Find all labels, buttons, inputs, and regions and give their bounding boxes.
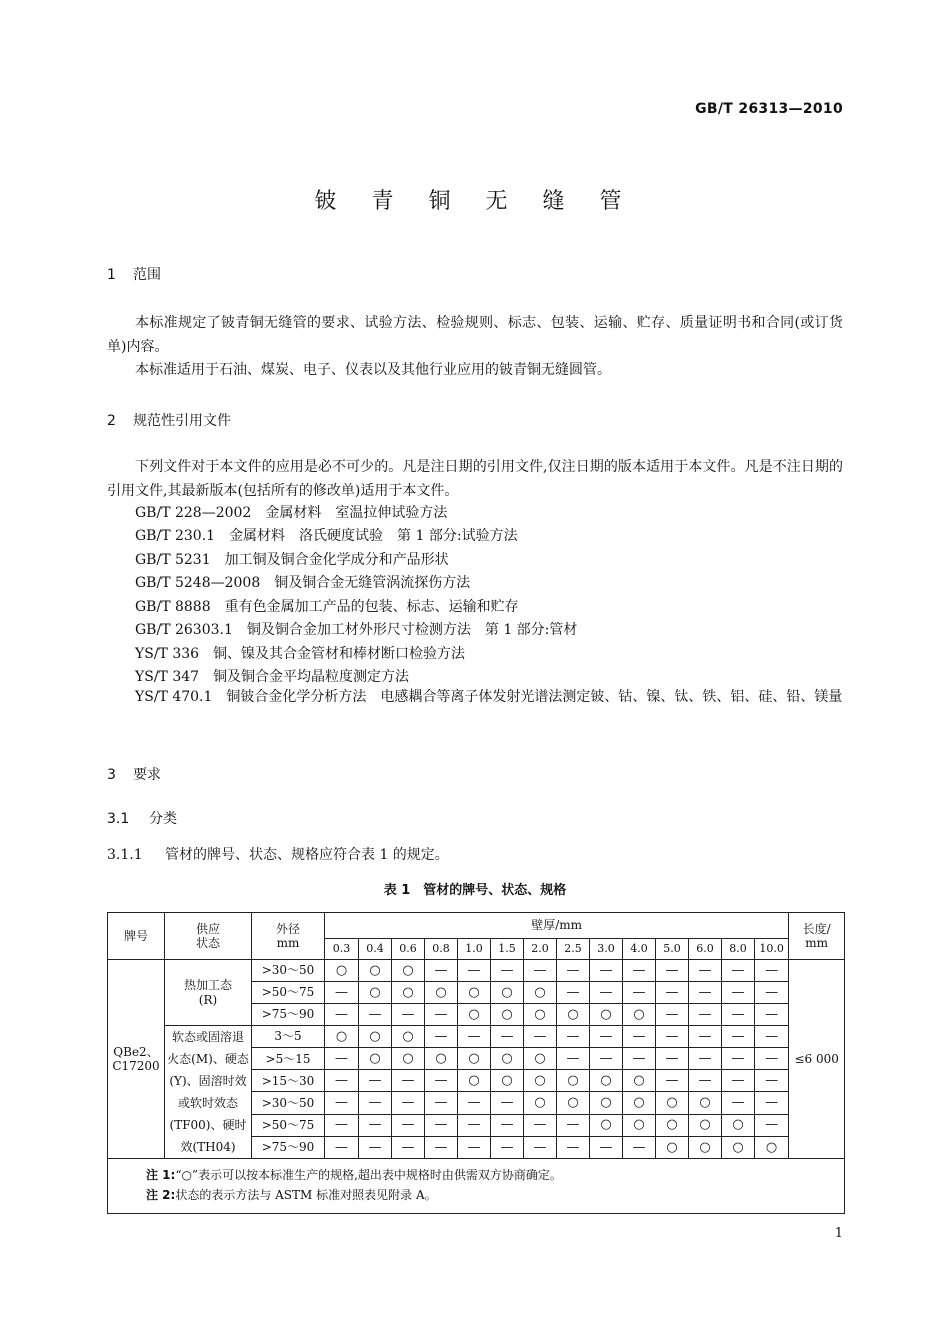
availability-cell: — <box>755 1026 789 1048</box>
availability-cell: — <box>590 960 623 982</box>
note-2 <box>146 1185 836 1205</box>
availability-cell: ○ <box>392 1048 425 1070</box>
reference-code: YS/T 336 <box>135 646 200 662</box>
availability-cell: — <box>722 960 755 982</box>
wall-thickness-col: 1.0 <box>458 939 491 960</box>
wall-thickness-col: 5.0 <box>656 939 689 960</box>
availability-cell: ○ <box>458 982 491 1004</box>
wall-thickness-col: 1.5 <box>491 939 524 960</box>
availability-cell: ○ <box>689 1114 722 1136</box>
scope-paragraph-1: 本标准规定了铍青铜无缝管的要求、试验方法、检验规则、标志、包装、运输、贮存、质量证明书和合同(或订货单)内容。 <box>107 315 843 355</box>
availability-cell: ○ <box>755 1136 789 1158</box>
table-row <box>108 960 845 982</box>
availability-cell: — <box>557 1026 590 1048</box>
availability-cell: ○ <box>656 1114 689 1136</box>
availability-cell: — <box>392 1070 425 1092</box>
section-3-1-1 <box>107 844 449 864</box>
availability-cell: — <box>325 982 359 1004</box>
availability-cell: — <box>491 1136 524 1158</box>
reference-item <box>135 619 577 639</box>
availability-cell: — <box>689 982 722 1004</box>
availability-cell: ○ <box>392 1026 425 1048</box>
header-length: 长度/ mm <box>789 913 845 960</box>
section-3-heading <box>107 764 161 784</box>
availability-cell: — <box>458 960 491 982</box>
availability-cell: — <box>590 1048 623 1070</box>
outer-diameter-cell: >15～30 <box>252 1070 325 1092</box>
availability-cell: — <box>623 1136 656 1158</box>
availability-cell: ○ <box>623 1004 656 1026</box>
reference-code: GB/T 5248—2008 <box>135 575 261 591</box>
availability-cell: — <box>755 960 789 982</box>
availability-cell: — <box>458 1026 491 1048</box>
length-cell: ≤6 000 <box>789 960 845 1159</box>
availability-cell: — <box>623 982 656 1004</box>
availability-cell: — <box>491 960 524 982</box>
reference-code: YS/T 347 <box>135 669 200 685</box>
outer-diameter-cell: >50～75 <box>252 982 325 1004</box>
scope-text <box>107 312 843 383</box>
outer-diameter-cell: 3～5 <box>252 1026 325 1048</box>
wall-thickness-col: 0.4 <box>359 939 392 960</box>
brand-cell: QBe2、 C17200 <box>108 960 165 1159</box>
availability-cell: — <box>524 960 557 982</box>
availability-cell: ○ <box>590 1004 623 1026</box>
table-row <box>108 1026 845 1048</box>
availability-cell: — <box>325 1114 359 1136</box>
reference-title: 加工铜及铜合金化学成分和产品形状 <box>224 552 449 568</box>
section-number: 1 <box>107 267 116 283</box>
availability-cell: — <box>325 1092 359 1114</box>
availability-cell: — <box>722 1092 755 1114</box>
availability-cell: — <box>656 1004 689 1026</box>
section-number: 3 <box>107 767 116 783</box>
references-intro <box>107 456 843 503</box>
note-text: 状态的表示方法与 ASTM 标准对照表见附录 A。 <box>175 1188 437 1202</box>
availability-cell: — <box>656 960 689 982</box>
availability-cell: — <box>689 1070 722 1092</box>
availability-cell: — <box>755 1048 789 1070</box>
availability-cell: ○ <box>359 960 392 982</box>
availability-cell: — <box>325 1070 359 1092</box>
reference-item <box>135 525 518 545</box>
wall-thickness-col: 3.0 <box>590 939 623 960</box>
reference-item <box>135 666 409 686</box>
availability-cell: — <box>491 1092 524 1114</box>
availability-cell: — <box>623 1048 656 1070</box>
scope-paragraph-2: 本标准适用于石油、煤炭、电子、仪表以及其他行业应用的铍青铜无缝圆管。 <box>135 362 611 378</box>
header-brand: 牌号 <box>108 913 165 960</box>
availability-cell: ○ <box>458 1070 491 1092</box>
availability-cell: — <box>524 1136 557 1158</box>
outer-diameter-cell: >50～75 <box>252 1114 325 1136</box>
page-number: 1 <box>834 1226 843 1241</box>
wall-thickness-col: 6.0 <box>689 939 722 960</box>
availability-cell: — <box>590 1136 623 1158</box>
availability-cell: ○ <box>656 1092 689 1114</box>
reference-title: 铜、镍及其合金管材和棒材断口检验方法 <box>213 646 466 662</box>
availability-cell: ○ <box>458 1004 491 1026</box>
header-wall-thickness: 壁厚/mm <box>325 913 789 939</box>
outer-diameter-cell: >30～50 <box>252 1092 325 1114</box>
availability-cell: — <box>392 1136 425 1158</box>
document-title: 铍 青 铜 无 缝 管 <box>314 189 636 214</box>
availability-cell: ○ <box>325 1026 359 1048</box>
availability-cell: — <box>425 960 458 982</box>
availability-cell: ○ <box>524 1004 557 1026</box>
section-number: 2 <box>107 413 116 429</box>
state-soft-cell: 软态或固溶退火态(M)、硬态(Y)、固溶时效或软时效态(TF00)、硬时效(TH04) <box>165 1026 252 1159</box>
reference-item <box>135 596 519 616</box>
availability-cell: ○ <box>623 1092 656 1114</box>
availability-cell: — <box>458 1136 491 1158</box>
availability-cell: — <box>325 1048 359 1070</box>
reference-code: GB/T 5231 <box>135 552 211 568</box>
availability-cell: — <box>359 1070 392 1092</box>
reference-code: GB/T 8888 <box>135 599 211 615</box>
availability-cell: — <box>689 1026 722 1048</box>
section-2-heading <box>107 410 231 430</box>
availability-cell: ○ <box>359 982 392 1004</box>
availability-cell: — <box>491 1114 524 1136</box>
availability-cell: ○ <box>623 1114 656 1136</box>
note-text: “○”表示可以按本标准生产的规格,超出表中规格时由供需双方协商确定。 <box>175 1168 562 1182</box>
availability-cell: ○ <box>557 1092 590 1114</box>
availability-cell: ○ <box>491 982 524 1004</box>
state-hot-cell: 热加工态 (R) <box>165 960 252 1026</box>
wall-thickness-col: 10.0 <box>755 939 789 960</box>
reference-text: YS/T 470.1 铜铍合金化学分析方法 电感耦合等离子体发射光谱法测定铍、钴、镍、钛、铁、铝、硅、铅、镁量 <box>135 689 843 705</box>
availability-cell: — <box>359 1136 392 1158</box>
availability-cell: ○ <box>524 1048 557 1070</box>
availability-cell: — <box>755 1070 789 1092</box>
availability-cell: — <box>755 1004 789 1026</box>
availability-cell: ○ <box>491 1048 524 1070</box>
availability-cell: — <box>722 1026 755 1048</box>
availability-cell: — <box>623 1026 656 1048</box>
section-3-1-heading <box>107 808 177 828</box>
availability-cell: ○ <box>557 1070 590 1092</box>
reference-code: GB/T 230.1 <box>135 528 216 544</box>
availability-cell: — <box>392 1092 425 1114</box>
section-number: 3.1 <box>107 811 130 827</box>
section-1-heading <box>107 264 161 284</box>
reference-title: 重有色金属加工产品的包装、标志、运输和贮存 <box>224 599 519 615</box>
availability-cell: — <box>425 1004 458 1026</box>
availability-cell: — <box>755 982 789 1004</box>
availability-cell: — <box>557 1114 590 1136</box>
availability-cell: — <box>425 1114 458 1136</box>
availability-cell: ○ <box>325 960 359 982</box>
availability-cell: — <box>557 960 590 982</box>
availability-cell: ○ <box>458 1048 491 1070</box>
wall-thickness-col: 2.0 <box>524 939 557 960</box>
availability-cell: ○ <box>425 982 458 1004</box>
availability-cell: — <box>689 1048 722 1070</box>
availability-cell: — <box>656 1026 689 1048</box>
availability-cell: — <box>425 1136 458 1158</box>
wall-thickness-col: 8.0 <box>722 939 755 960</box>
availability-cell: — <box>524 1114 557 1136</box>
availability-cell: — <box>722 1004 755 1026</box>
reference-title: 铜及铜合金平均晶粒度测定方法 <box>213 669 410 685</box>
availability-cell: ○ <box>689 1136 722 1158</box>
table-caption: 表 1 管材的牌号、状态、规格 <box>383 883 567 898</box>
availability-cell: ○ <box>524 982 557 1004</box>
availability-cell: — <box>425 1092 458 1114</box>
availability-cell: — <box>392 1114 425 1136</box>
availability-cell: ○ <box>491 1070 524 1092</box>
availability-cell: — <box>325 1004 359 1026</box>
header-outer-diameter: 外径 mm <box>252 913 325 960</box>
section-text: 管材的牌号、状态、规格应符合表 1 的规定。 <box>165 847 449 863</box>
availability-cell: ○ <box>590 1070 623 1092</box>
availability-cell: — <box>557 1136 590 1158</box>
note-1 <box>146 1165 836 1185</box>
availability-cell: ○ <box>359 1026 392 1048</box>
spec-table <box>107 912 845 1214</box>
availability-cell: — <box>722 1070 755 1092</box>
outer-diameter-cell: >5～15 <box>252 1048 325 1070</box>
reference-title: 金属材料 洛氏硬度试验 第 1 部分:试验方法 <box>229 528 518 544</box>
section-number: 3.1.1 <box>107 847 143 863</box>
availability-cell: ○ <box>524 1092 557 1114</box>
availability-cell: ○ <box>392 960 425 982</box>
availability-cell: — <box>325 1136 359 1158</box>
availability-cell: — <box>359 1004 392 1026</box>
wall-thickness-col: 0.3 <box>325 939 359 960</box>
wall-thickness-col: 0.6 <box>392 939 425 960</box>
availability-cell: ○ <box>524 1070 557 1092</box>
reference-item-last <box>107 686 843 710</box>
availability-cell: — <box>458 1114 491 1136</box>
availability-cell: — <box>722 1048 755 1070</box>
availability-cell: — <box>359 1092 392 1114</box>
availability-cell: ○ <box>722 1136 755 1158</box>
wall-thickness-col: 0.8 <box>425 939 458 960</box>
availability-cell: — <box>656 982 689 1004</box>
availability-cell: — <box>656 1070 689 1092</box>
availability-cell: — <box>590 1026 623 1048</box>
availability-cell: ○ <box>491 1004 524 1026</box>
table-notes <box>108 1159 845 1214</box>
header-state: 供应 状态 <box>165 913 252 960</box>
availability-cell: — <box>590 982 623 1004</box>
availability-cell: — <box>623 960 656 982</box>
reference-item <box>135 643 465 663</box>
availability-cell: — <box>491 1026 524 1048</box>
availability-cell: ○ <box>590 1092 623 1114</box>
availability-cell: — <box>755 1114 789 1136</box>
availability-cell: — <box>689 1004 722 1026</box>
standard-number: GB/T 26313—2010 <box>695 101 843 117</box>
reference-item <box>135 502 447 522</box>
reference-item <box>135 549 449 569</box>
availability-cell: ○ <box>590 1114 623 1136</box>
availability-cell: ○ <box>623 1070 656 1092</box>
availability-cell: ○ <box>557 1004 590 1026</box>
availability-cell: — <box>425 1026 458 1048</box>
availability-cell: — <box>458 1092 491 1114</box>
availability-cell: — <box>524 1026 557 1048</box>
note-label: 注 1: <box>146 1168 176 1182</box>
reference-title: 铜及铜合金加工材外形尺寸检测方法 第 1 部分:管材 <box>246 622 578 638</box>
outer-diameter-cell: >75～90 <box>252 1136 325 1158</box>
section-title: 范围 <box>133 267 161 283</box>
reference-code: GB/T 228—2002 <box>135 505 252 521</box>
availability-cell: ○ <box>359 1048 392 1070</box>
availability-cell: ○ <box>656 1136 689 1158</box>
availability-cell: — <box>755 1092 789 1114</box>
note-label: 注 2: <box>146 1188 176 1202</box>
section-title: 要求 <box>133 767 161 783</box>
wall-thickness-col: 4.0 <box>623 939 656 960</box>
reference-title: 金属材料 室温拉伸试验方法 <box>265 505 448 521</box>
availability-cell: — <box>557 1048 590 1070</box>
availability-cell: ○ <box>392 982 425 1004</box>
availability-cell: — <box>689 960 722 982</box>
availability-cell: — <box>656 1048 689 1070</box>
references-intro-paragraph: 下列文件对于本文件的应用是必不可少的。凡是注日期的引用文件,仅注日期的版本适用于本文件。凡是不注日期的引用文件,其最新版本(包括所有的修改单)适用于本文件。 <box>107 459 843 499</box>
availability-cell: ○ <box>689 1092 722 1114</box>
section-title: 规范性引用文件 <box>133 413 231 429</box>
outer-diameter-cell: >30～50 <box>252 960 325 982</box>
reference-code: GB/T 26303.1 <box>135 622 233 638</box>
wall-thickness-col: 2.5 <box>557 939 590 960</box>
availability-cell: — <box>722 982 755 1004</box>
availability-cell: ○ <box>425 1048 458 1070</box>
availability-cell: — <box>359 1114 392 1136</box>
availability-cell: — <box>425 1070 458 1092</box>
availability-cell: ○ <box>722 1114 755 1136</box>
section-title: 分类 <box>149 811 177 827</box>
outer-diameter-cell: >75～90 <box>252 1004 325 1026</box>
reference-item <box>135 572 470 592</box>
availability-cell: — <box>557 982 590 1004</box>
availability-cell: — <box>392 1004 425 1026</box>
reference-title: 铜及铜合金无缝管涡流探伤方法 <box>274 575 471 591</box>
